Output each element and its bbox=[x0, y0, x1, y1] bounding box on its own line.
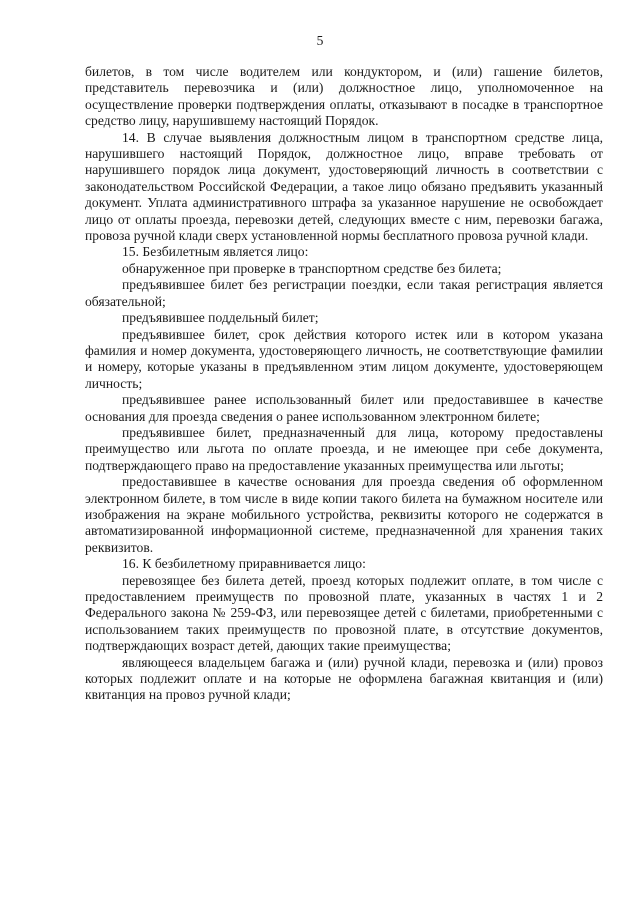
list-item: перевозящее без билета детей, проезд которых подлежит оплате, в том числе с предоставлением преимуществ по провозной плате, указанных в частях 1 и 2 Федерального закона № 259-ФЗ, или перевозящее детей с билетами, приобретенными с использованием таких преимуществ по провозной плате, в отсутствие документов, подтверждающих возраст детей, дающих такие преимущества; bbox=[85, 572, 603, 654]
list-item: предъявившее билет без регистрации поездки, если такая регистрация является обязательной; bbox=[85, 277, 603, 309]
list-item: обнаруженное при проверке в транспортном средстве без билета; bbox=[122, 260, 502, 276]
list-item: предъявившее билет, предназначенный для лица, которому предоставлены преимущество или льгота по оплате проезда, и не имеющее при себе документа, подтверждающего право на предоставление указанных преимущества или льготы; bbox=[85, 424, 603, 473]
list-item: являющееся владельцем багажа и (или) ручной клади, перевозка и (или) провоз которых подлежит оплате и на которые не оформлена багажная квитанция и (или) квитанция на провоз ручной клади; bbox=[85, 654, 603, 703]
list-item: предъявившее поддельный билет; bbox=[122, 310, 319, 326]
paragraph-clause-15-heading: 15. Безбилетным является лицо: bbox=[122, 244, 309, 260]
list-item: предъявившее ранее использованный билет или предоставившее в качестве основания для проезда сведения о ранее использованном электронном билете; bbox=[85, 392, 603, 424]
list-item: предоставившее в качестве основания для проезда сведения об оформленном электронном билете, в том числе в виде копии такого билета на бумажном носителе или изображения на экране мобильного устройства, реквизиты которого не содержатся в автоматизированной информационной системе, предназначенной для хранения таких реквизитов. bbox=[85, 474, 603, 555]
list-item: предъявившее билет, срок действия которого истек или в котором указана фамилия и номер документа, удостоверяющего личность, не соответствующие фамилии и номеру, которые указаны в предъявленном этим лицом документе, удостоверяющем личность; bbox=[85, 326, 603, 391]
document-body bbox=[85, 64, 603, 704]
page-number: 5 bbox=[316, 33, 324, 48]
paragraph-clause-16-heading: 16. К безбилетному приравнивается лицо: bbox=[122, 556, 366, 572]
paragraph-continuation: билетов, в том числе водителем или кондуктором, и (или) гашение билетов, представитель перевозчика и (или) должностное лицо, уполномоченное на осуществление проверки подтверждения оплаты, отказывают в посадке в транспортное средство лицу, нарушившему настоящий Порядок. bbox=[85, 64, 603, 129]
paragraph-clause-14: 14. В случае выявления должностным лицом в транспортном средстве лица, нарушившего настоящий Порядок, должностное лицо, вправе требовать от нарушившего порядок лица документ, удостоверяющий личность в соответствии с законодательством Российской Федерации, а такое лицо обязано предъявить указанный документ. Уплата административного штрафа за указанное нарушение не освобождает лицо от оплаты проезда, перевозки детей, следующих вместе с ним, перевозки багажа, провоза ручной клади сверх установленной нормы бесплатного провоза ручной клади. bbox=[85, 129, 603, 244]
